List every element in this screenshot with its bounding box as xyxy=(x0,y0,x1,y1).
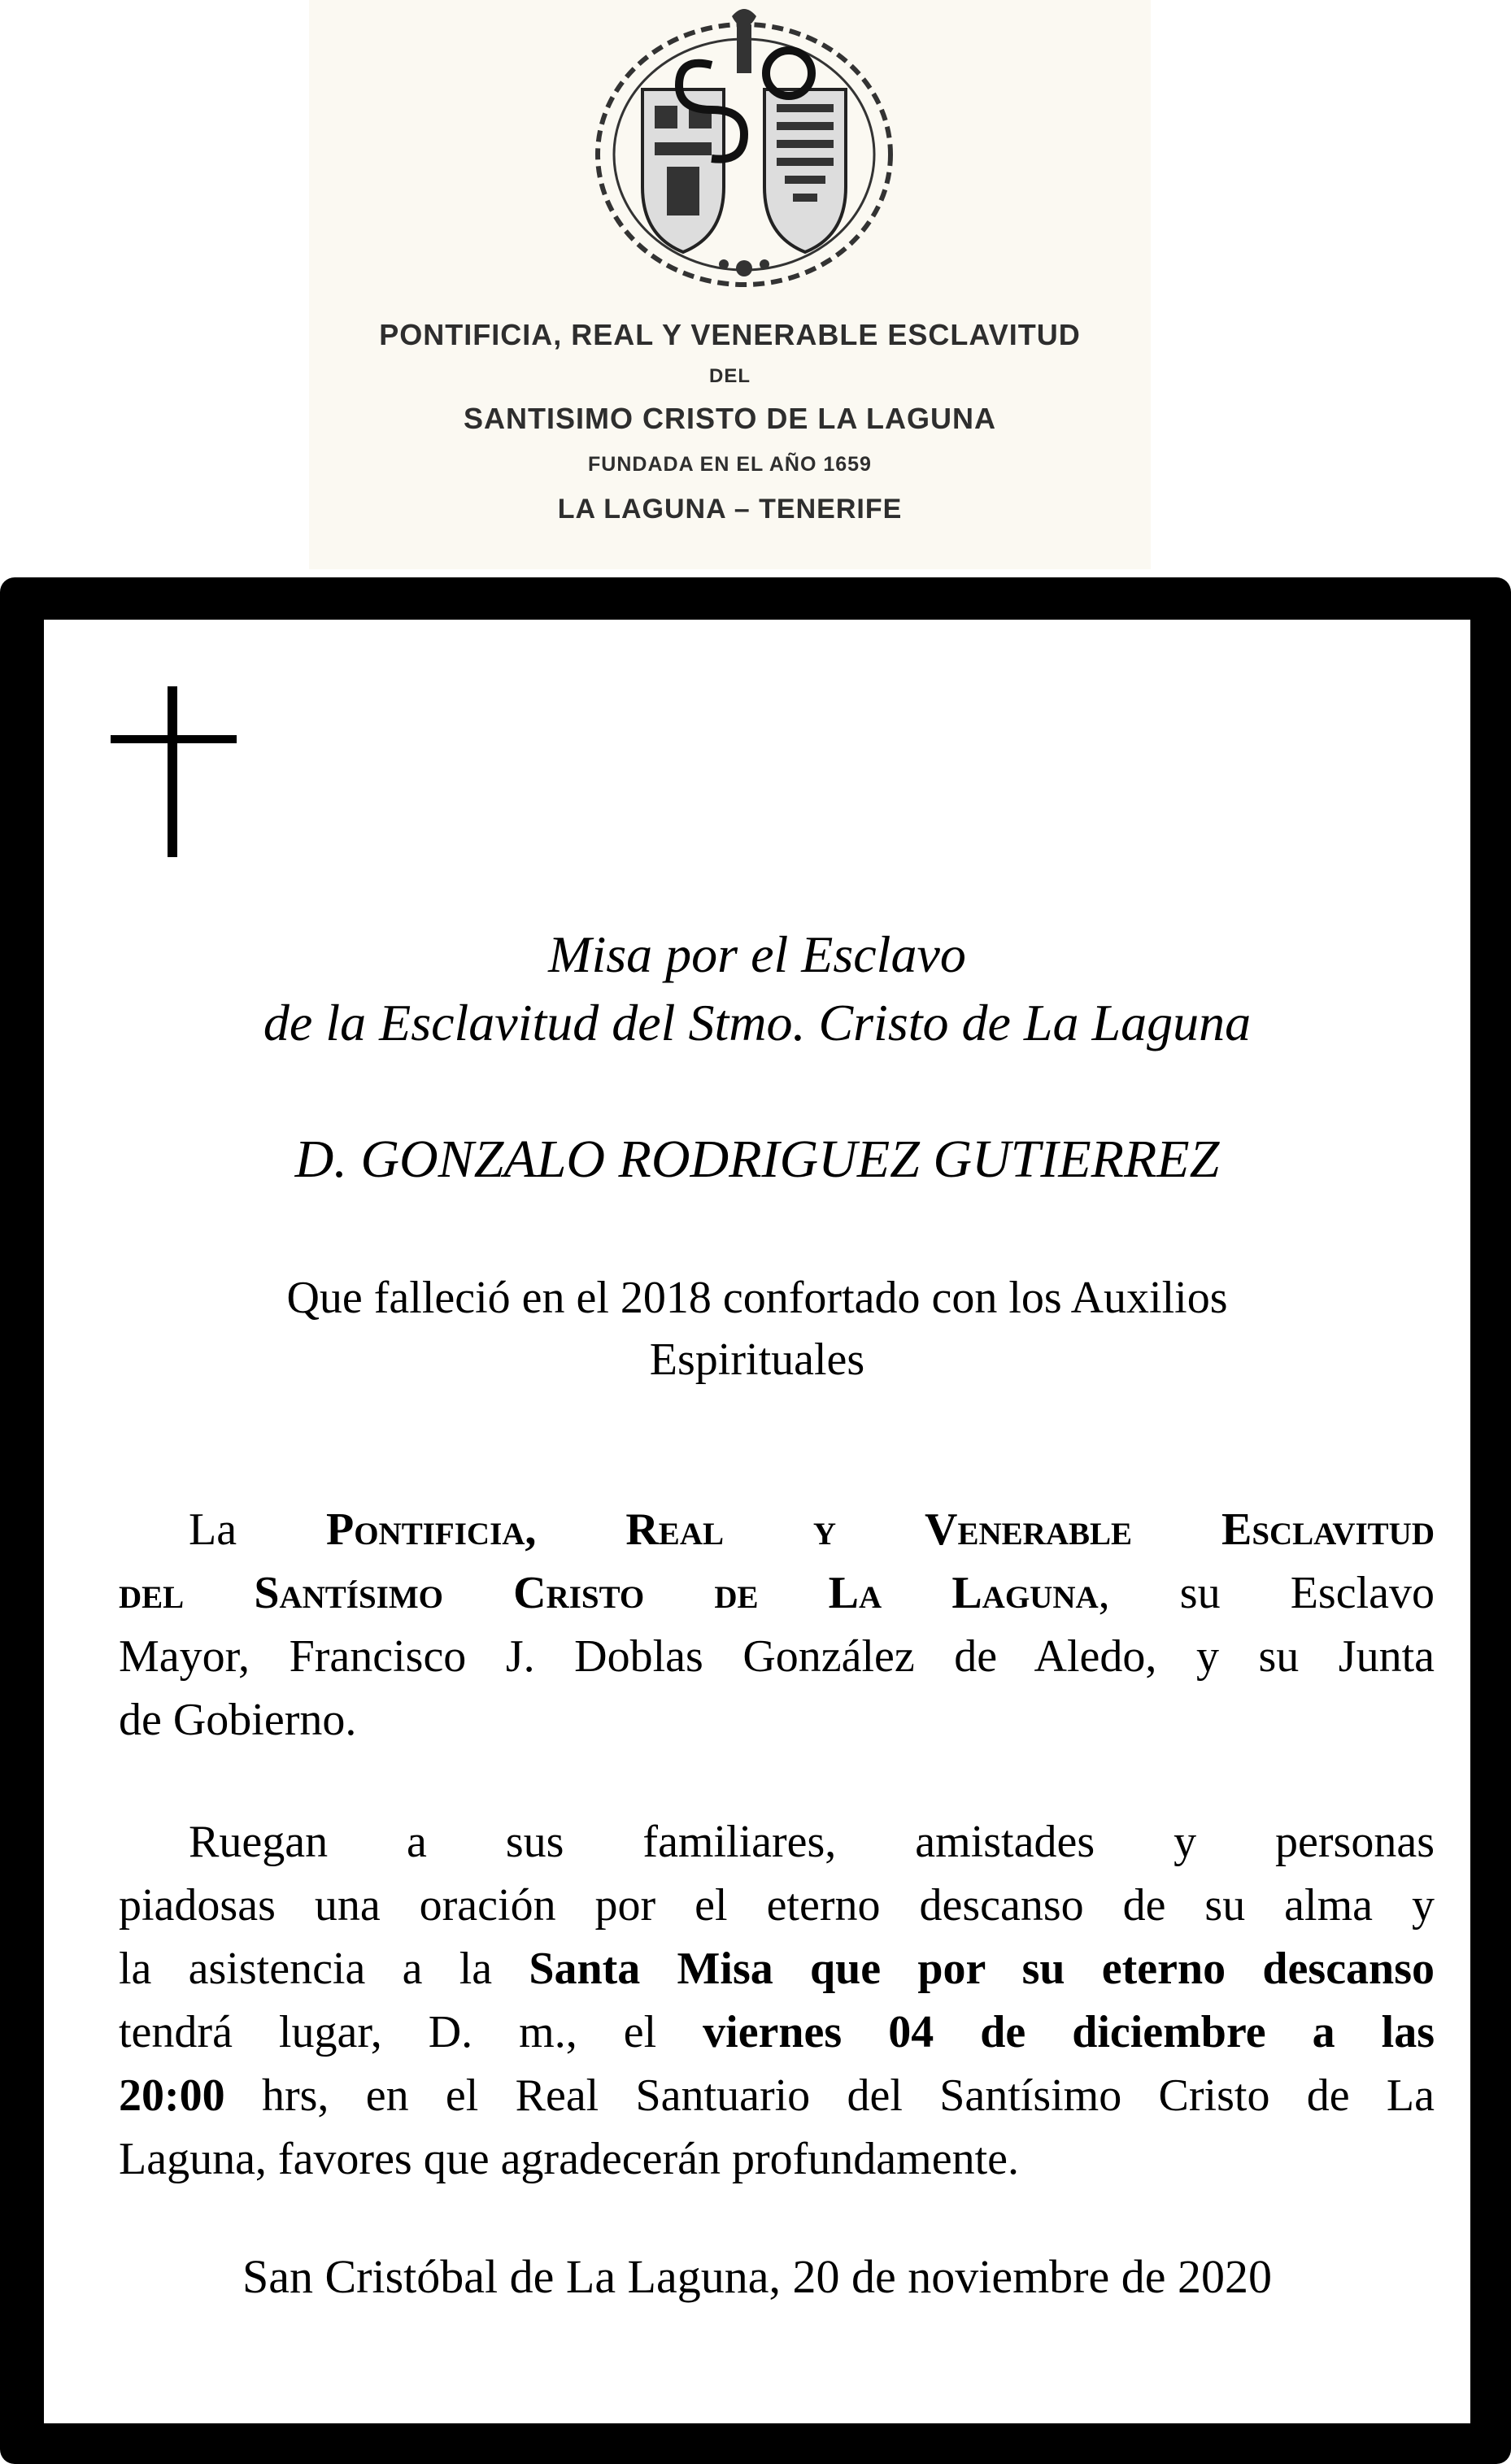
header-line-5: LA LAGUNA – TENERIFE xyxy=(557,494,903,525)
paragraph2-line-2: piadosas una oración por el eterno descanso de su alma y xyxy=(119,1880,1435,1931)
paragraph1-line-3: Mayor, Francisco J. Doblas González de Aledo, y su Junta xyxy=(119,1631,1435,1682)
mass-title xyxy=(44,921,1470,1057)
death-line-1: Que falleció en el 2018 confortado con los Auxilios xyxy=(286,1273,1228,1323)
paragraph2-line-4 xyxy=(119,2000,1435,2064)
header-line-4: FUNDADA EN EL AÑO 1659 xyxy=(588,453,872,476)
confraternity-name: Pontificia, Real y Venerable Esclavitud xyxy=(326,1504,1435,1555)
confraternity-crest-icon xyxy=(577,0,911,293)
confraternity-name-cont: del Santísimo Cristo de La Laguna xyxy=(119,1568,1099,1618)
death-line-2: Espirituales xyxy=(649,1334,865,1385)
notice-content xyxy=(44,620,1470,2423)
latin-cross-icon xyxy=(111,686,237,857)
request-paragraph xyxy=(119,1810,1435,2191)
paragraph1-line-2 xyxy=(119,1561,1435,1625)
text-fragment: la asistencia a la xyxy=(119,1944,529,1994)
paragraph2-line-3 xyxy=(119,1937,1435,2000)
header-line-2: DEL xyxy=(709,365,751,387)
header xyxy=(309,0,1151,569)
paragraph2-line-5 xyxy=(119,2064,1435,2127)
paragraph1-line-4: de Gobierno. xyxy=(119,1695,357,1745)
place-and-date: San Cristóbal de La Laguna, 20 de noviembre de 2020 xyxy=(242,2250,1272,2303)
cross-horizontal-bar xyxy=(111,735,237,743)
header-line-3: SANTISIMO CRISTO DE LA LAGUNA xyxy=(463,402,996,435)
cross-vertical-bar xyxy=(168,686,177,857)
text-fragment: , su Esclavo xyxy=(1098,1568,1435,1618)
header-text xyxy=(309,311,1151,533)
mass-time: 20:00 xyxy=(119,2070,225,2121)
text-fragment: tendrá lugar, D. m., el xyxy=(119,2007,703,2057)
mass-date: viernes 04 de diciembre a las xyxy=(703,2007,1435,2057)
notice-frame xyxy=(0,577,1511,2464)
text-fragment: hrs, en el Real Santuario del Santísimo Cristo de La xyxy=(224,2070,1435,2121)
paragraph2-line-6: Laguna, favores que agradecerán profundamente. xyxy=(119,2134,1019,2184)
header-line-1: PONTIFICIA, REAL Y VENERABLE ESCLAVITUD xyxy=(379,318,1081,351)
paragraph2-line-1: Ruegan a sus familiares, amistades y personas xyxy=(189,1817,1435,1867)
title-line-2: de la Esclavitud del Stmo. Cristo de La Laguna xyxy=(263,994,1252,1051)
mass-emphasis: Santa Misa que por su eterno descanso xyxy=(529,1944,1435,1994)
paragraph1-line-1 xyxy=(119,1498,1435,1561)
announcement-paragraph xyxy=(119,1498,1435,1752)
death-statement xyxy=(44,1267,1470,1391)
text-fragment: La xyxy=(189,1504,327,1555)
deceased-name: D. GONZALO RODRIGUEZ GUTIERREZ xyxy=(294,1130,1220,1189)
title-line-1: Misa por el Esclavo xyxy=(548,925,966,983)
